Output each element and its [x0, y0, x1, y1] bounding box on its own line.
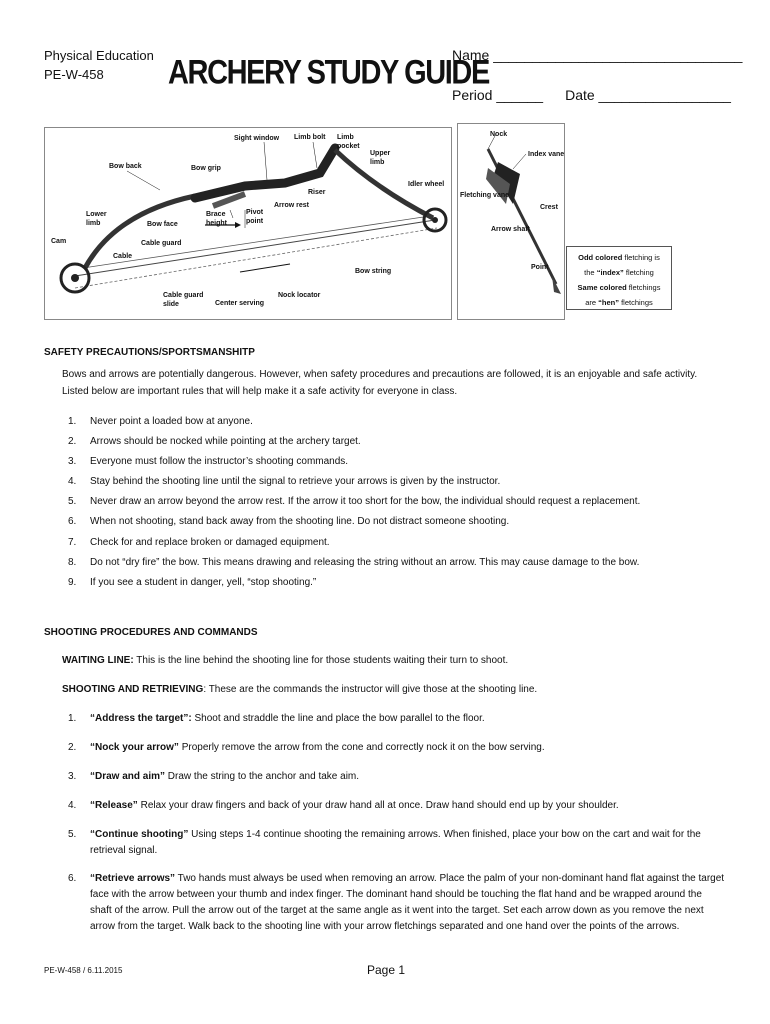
list-number: 5. [68, 496, 77, 507]
safety-title: SAFETY PRECAUTIONS/SPORTSMANSHITP [44, 347, 255, 358]
label-nock: Nock [490, 131, 508, 138]
label-pivot-point: Pivot point [246, 209, 264, 225]
bow-diagram [44, 127, 452, 320]
fletching-note [566, 246, 672, 310]
label-riser: Riser [308, 189, 326, 196]
odd-fletching-line-1: Odd colored fletching is [578, 253, 660, 262]
label-point: Point [531, 264, 549, 271]
list-number: 7. [68, 537, 77, 548]
same-fletching-line-2: are “hen” fletchings [585, 298, 653, 307]
list-text: Check for and replace broken or damaged equipment. [90, 537, 330, 548]
list-number: 8. [68, 557, 77, 568]
label-crest: Crest [540, 204, 558, 211]
label-cable-guard: Cable guard [141, 240, 182, 247]
list-number: 4. [68, 476, 77, 487]
command-description: Relax your draw fingers and back of your draw hand all at once. Draw hand should end up by your shoulder. [137, 800, 619, 811]
command-description: Shoot and straddle the line and place the bow parallel to the floor. [191, 713, 485, 724]
course-code: PE-W-458 [44, 67, 104, 82]
label-nock-locator: Nock locator [278, 292, 321, 299]
label-arrow-shaft: Arrow shaft [491, 226, 530, 233]
list-number: 4. [68, 800, 77, 811]
waiting-line-paragraph: WAITING LINE: This is the line behind the shooting line for those students waiting their turn to shoot. [62, 655, 509, 666]
list-text [90, 769, 726, 785]
list-text [90, 827, 726, 859]
command-name: “Address the target”: [90, 713, 192, 724]
label-bow-grip: Bow grip [191, 165, 221, 172]
list-text [90, 798, 726, 814]
label-bow-string: Bow string [355, 268, 392, 275]
course-name: Physical Education [44, 48, 154, 63]
list-number: 6. [68, 516, 77, 527]
list-text: When not shooting, stand back away from the shooting line. Do not distract someone shooting. [90, 516, 510, 527]
list-number: 1. [68, 713, 77, 724]
command-description: Using steps 1-4 continue shooting the remaining arrows. When finished, place your bow on the cart and wait for the retrieval signal. [90, 829, 701, 856]
label-upper-limb: Upper limb [370, 150, 391, 166]
label-fletching-vane: Fletching vane [460, 192, 510, 199]
label-bow-back: Bow back [109, 163, 142, 170]
command-name: “Nock your arrow” [90, 742, 179, 753]
command-description: Properly remove the arrow from the cone and correctly nock it on the bow serving. [178, 742, 545, 753]
list-number: 1. [68, 416, 77, 427]
odd-fletching-line-2: the “index” fletching [584, 268, 654, 277]
period-field[interactable]: Period ______ [452, 87, 544, 103]
label-lower-limb: Lower limb [86, 211, 107, 227]
shooting-retrieving-paragraph: SHOOTING AND RETRIEVING: These are the commands the instructor will give those at the shooting line. [62, 684, 538, 695]
list-text [90, 740, 726, 756]
command-name: “Retrieve arrows” [90, 873, 176, 884]
page-title: ARCHERY STUDY GUIDE [168, 54, 489, 92]
shooting-title: SHOOTING PROCEDURES AND COMMANDS [44, 627, 258, 638]
label-center-serving: Center serving [215, 300, 265, 307]
list-number: 3. [68, 456, 77, 467]
list-number: 5. [68, 829, 77, 840]
label-cable: Cable [113, 253, 133, 260]
list-number: 9. [68, 577, 77, 588]
list-text: Stay behind the shooting line until the signal to retrieve your arrows is given by the instructor. [90, 476, 501, 487]
label-bow-face: Bow face [147, 221, 178, 228]
command-name: “Draw and aim” [90, 771, 166, 782]
list-text: Do not “dry fire” the bow. This means drawing and releasing the string without an arrow. This may cause damage to the bow. [90, 557, 640, 568]
arrow-diagram [457, 123, 565, 320]
safety-intro: Bows and arrows are potentially dangerous. However, when safety procedures and precautions are followed, it is an enjoyable and safe activity. Listed below are important rules that will help make it a safe activity for everyone in class. [62, 369, 698, 397]
list-number: 3. [68, 771, 77, 782]
list-text [90, 871, 726, 935]
command-name: “Continue shooting” [90, 829, 189, 840]
list-text: Everyone must follow the instructor’s shooting commands. [90, 456, 349, 467]
footer-code-date: PE-W-458 / 6.11.2015 [44, 966, 123, 975]
label-cam: Cam [51, 238, 67, 245]
label-brace-height: Brace height [206, 211, 227, 227]
list-text: If you see a student in danger, yell, “stop shooting.” [90, 577, 317, 588]
list-text [90, 711, 726, 727]
label-limb-pocket: Limb pocket [337, 134, 360, 150]
period-date-row [452, 87, 731, 103]
name-field[interactable]: Name ________________________________ [452, 47, 743, 63]
list-number: 6. [68, 873, 77, 884]
same-fletching-line-1: Same colored fletchings [577, 283, 661, 292]
label-limb-bolt: Limb bolt [294, 134, 326, 141]
command-name: “Release” [90, 800, 138, 811]
command-description: Two hands must always be used when removing an arrow. Place the palm of your non-dominant hand flat against the target face with the arrow between your thumb and index finger. The dominant hand should be touching the flat hand and be wrapped around the shaft of the arrow. Pull the arrow out of the target at the same angle as it went into the target. Set each arrow down as you remove the next arrow from the target. Walk back to the shooting line with your arrow fletchings separated and one hand over the points of the arrows. [90, 873, 725, 932]
label-index-vane: Index vane [528, 151, 565, 158]
label-idler-wheel: Idler wheel [408, 181, 445, 188]
course-header [44, 46, 154, 84]
list-text: Never point a loaded bow at anyone. [90, 416, 253, 427]
label-cable-guard-slide: Cable guard slide [163, 292, 204, 308]
command-description: Draw the string to the anchor and take aim. [165, 771, 360, 782]
label-sight-window: Sight window [234, 135, 280, 142]
list-text: Arrows should be nocked while pointing at the archery target. [90, 436, 361, 447]
date-field[interactable]: Date _________________ [565, 87, 731, 103]
page-number: Page 1 [367, 963, 406, 977]
list-number: 2. [68, 742, 77, 753]
list-text: Never draw an arrow beyond the arrow rest. If the arrow it too short for the bow, the individual should request a replacement. [90, 496, 641, 507]
list-number: 2. [68, 436, 77, 447]
label-arrow-rest: Arrow rest [274, 202, 310, 209]
